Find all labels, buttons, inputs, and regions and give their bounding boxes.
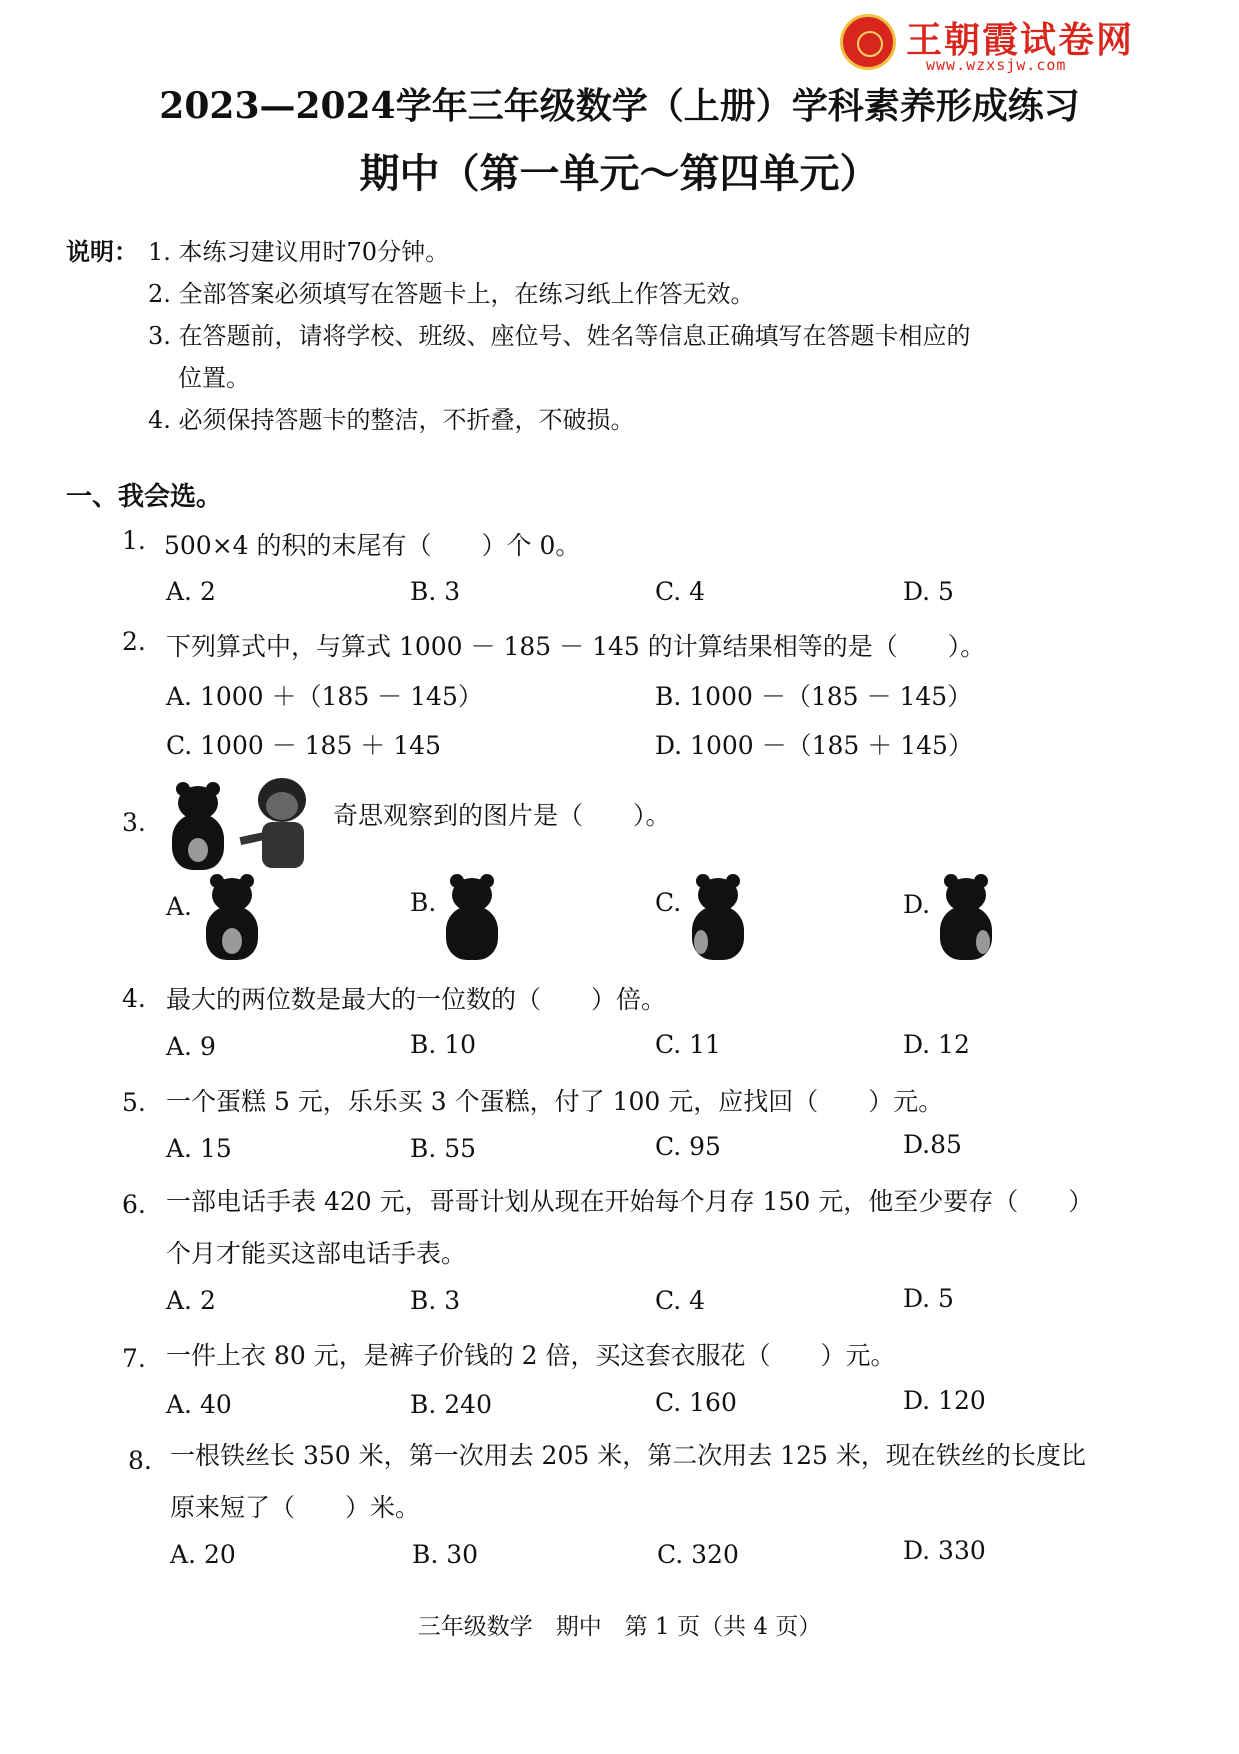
option-b: B. 30 [412,1540,479,1569]
question-number: 3. [122,808,146,837]
option-a: A. [166,892,193,921]
site-logo [840,12,1170,74]
question-text-continued: 个月才能买这部电话手表。 [166,1239,467,1268]
option-b: B. 3 [410,577,461,606]
option-a: A. 2 [166,577,216,606]
option-a: A. 40 [166,1390,232,1419]
notes-label: 说明： [66,237,138,266]
option-b: B. 3 [410,1286,461,1315]
question-number: 6. [122,1190,146,1219]
question-text: 一根铁丝长 350 米，第一次用去 205 米，第二次用去 125 米，现在铁丝的长度比 [170,1441,1086,1470]
bear-figure [168,780,228,870]
option-b: B. 55 [410,1134,477,1163]
question-number: 8. [128,1446,152,1475]
option-d: D. [903,890,931,919]
logo-url: www.wzxsjw.com [926,56,1067,74]
option-d-bear-image [938,872,994,960]
question-text: 一个蛋糕 5 元，乐乐买 3 个蛋糕，付了 100 元，应找回（ ）元。 [166,1087,944,1116]
option-c: C. [655,888,682,917]
question-number: 1. [122,526,146,555]
note-item: 位置。 [178,364,250,392]
note-item: 1. 本练习建议用时70分钟。 [148,238,450,266]
option-a: A. 9 [166,1032,216,1061]
option-b: B. 10 [410,1030,477,1059]
option-a: A. 2 [166,1286,216,1315]
question-text: 500×4 的积的末尾有（ ）个 0。 [164,531,581,560]
page-footer: 三年级数学 期中 第 1 页（共 4 页） [417,1614,822,1640]
question-text: 下列算式中，与算式 1000 － 185 － 145 的计算结果相等的是（ ）。 [166,632,986,661]
option-c-bear-image [690,872,746,960]
question-text: 最大的两位数是最大的一位数的（ ）倍。 [166,985,667,1014]
question-text: 奇思观察到的图片是（ ）。 [333,801,671,830]
logo-text: 王朝霞试卷网 [906,20,1135,61]
option-b: B. [410,888,437,917]
question-text: 一件上衣 80 元，是裤子价钱的 2 倍，买这套衣服花（ ）元。 [166,1341,896,1370]
option-a: A. 1000 ＋（185 － 145） [166,682,483,711]
option-d: D. 5 [903,577,954,606]
option-b: B. 240 [410,1390,492,1419]
section-heading: 一、我会选。 [66,482,223,512]
note-item: 3. 在答题前，请将学校、班级、座位号、姓名等信息正确填写在答题卡相应的 [148,322,971,350]
option-b-bear-image [444,872,500,960]
option-a-bear-image [204,872,260,960]
child-figure [240,778,320,870]
option-d: D. 120 [903,1386,986,1415]
option-a: A. 15 [166,1134,232,1163]
option-c: C. 11 [655,1030,721,1059]
option-c: C. 160 [655,1388,737,1417]
option-d: D. 12 [903,1030,970,1059]
option-c: C. 4 [655,577,706,606]
option-d: D. 1000 －（185 ＋ 145） [655,731,973,760]
question-text: 一部电话手表 420 元，哥哥计划从现在开始每个月存 150 元，他至少要存（ ） [166,1187,1094,1216]
option-a: A. 20 [170,1540,236,1569]
option-c: C. 1000 － 185 ＋ 145 [166,731,441,760]
question-text-continued: 原来短了（ ）米。 [170,1493,421,1522]
note-item: 2. 全部答案必须填写在答题卡上，在练习纸上作答无效。 [148,280,755,308]
question-number: 4. [122,984,146,1013]
question-number: 5. [122,1088,146,1117]
note-item: 4. 必须保持答题卡的整洁，不折叠，不破损。 [148,406,635,434]
option-b: B. 1000 －（185 － 145） [655,682,973,711]
option-d: D. 5 [903,1284,954,1313]
option-c: C. 320 [657,1540,739,1569]
option-d: D.85 [903,1130,962,1159]
logo-seal-icon [840,14,896,70]
page-title: 2023—2024学年三年级数学（上册）学科素养形成练习 [159,85,1080,127]
page-subtitle: 期中（第一单元～第四单元） [359,150,880,197]
option-c: C. 95 [655,1132,721,1161]
option-c: C. 4 [655,1286,706,1315]
question-number: 2. [122,627,146,656]
option-d: D. 330 [903,1536,986,1565]
question-number: 7. [122,1344,146,1373]
